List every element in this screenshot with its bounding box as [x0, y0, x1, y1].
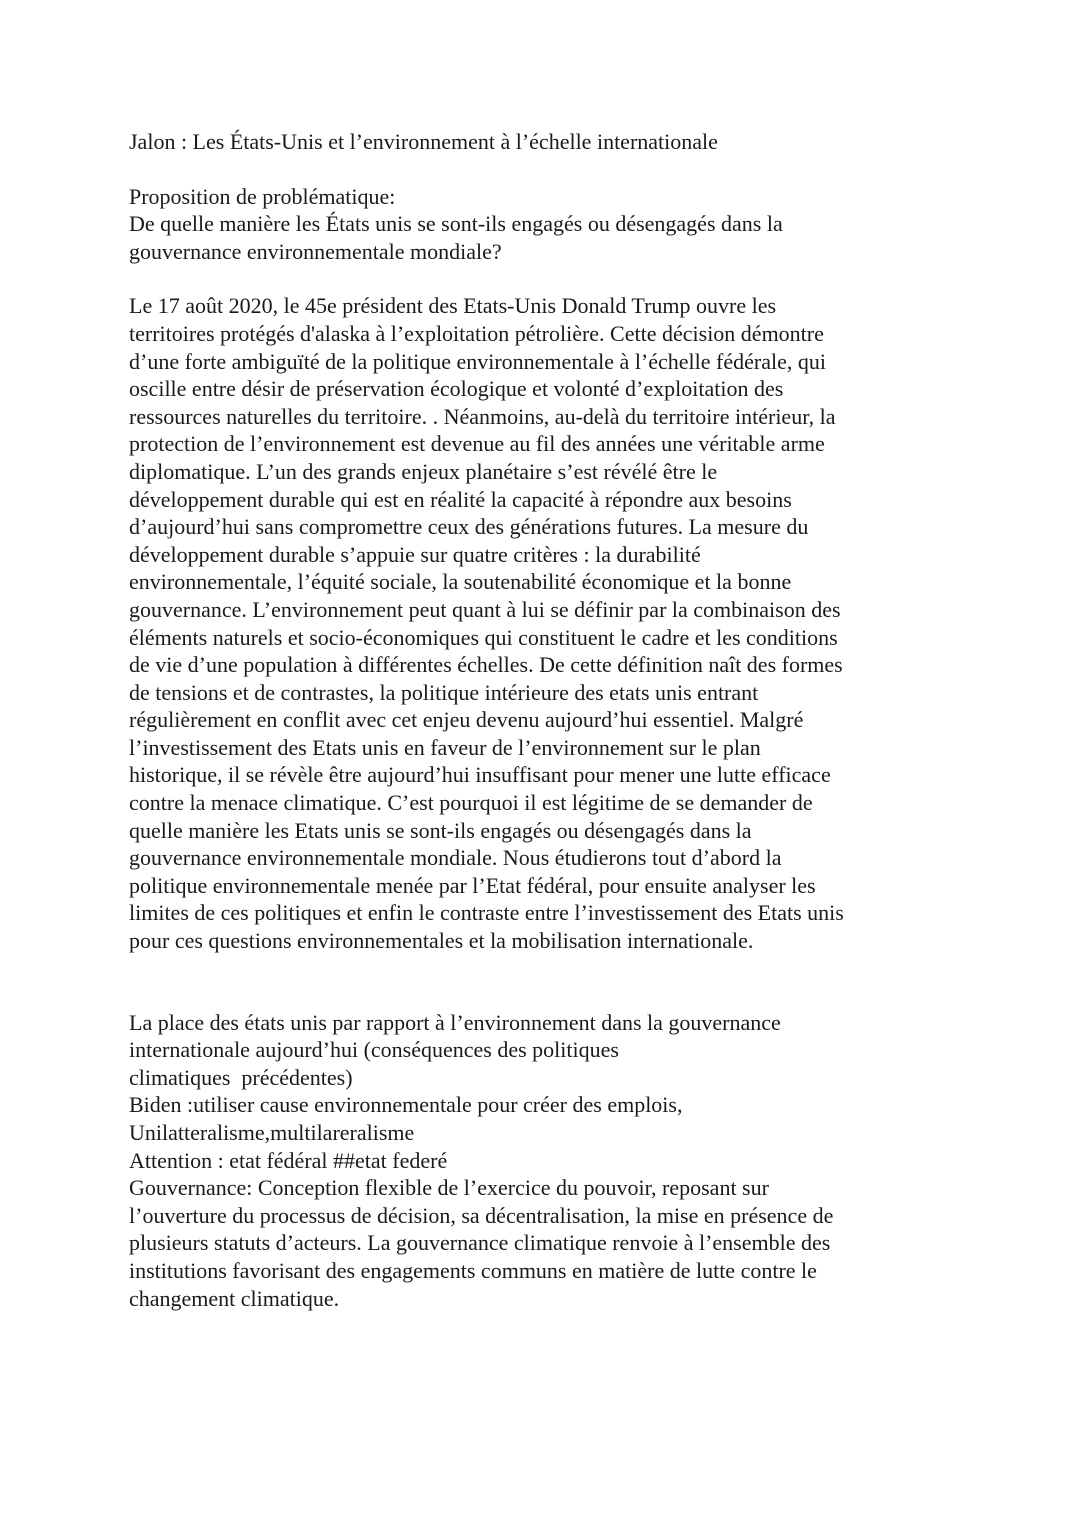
introduction-line: pour ces questions environnementales et la mobilisation internationale. — [129, 928, 754, 954]
introduction-line: d’aujourd’hui sans compromettre ceux des générations futures. La mesure du — [129, 514, 809, 540]
problematique-section — [129, 183, 969, 266]
introduction-line: gouvernance environnementale mondiale. Nous étudierons tout d’abord la — [129, 845, 782, 871]
introduction-paragraph — [129, 292, 969, 954]
problematique-line: gouvernance environnementale mondiale? — [129, 238, 502, 264]
introduction-line: quelle manière les Etats unis se sont-ils engagés ou désengagés dans la — [129, 817, 752, 843]
introduction-line: d’une forte ambiguïté de la politique environnementale à l’échelle fédérale, qui — [129, 348, 826, 374]
notes-line: Biden :utiliser cause environnementale pour créer des emplois, — [129, 1092, 683, 1118]
introduction-line: politique environnementale menée par l’Etat fédéral, pour ensuite analyser les — [129, 872, 816, 898]
notes-line: l’ouverture du processus de décision, sa décentralisation, la mise en présence de — [129, 1202, 834, 1228]
introduction-line: contre la menace climatique. C’est pourquoi il est légitime de se demander de — [129, 790, 813, 816]
introduction-line: éléments naturels et socio-économiques qui constituent le cadre et les conditions — [129, 624, 838, 650]
problematique-line: De quelle manière les États unis se sont-ils engagés ou désengagés dans la — [129, 211, 783, 237]
spacer — [129, 156, 969, 183]
notes-line: changement climatique. — [129, 1285, 340, 1311]
introduction-line: historique, il se révèle être aujourd’hui insuffisant pour mener une lutte efficace — [129, 762, 831, 788]
introduction-line: environnementale, l’équité sociale, la soutenabilité économique et la bonne — [129, 569, 792, 595]
notes-line: Unilatteralisme,multilareralisme — [129, 1120, 415, 1145]
notes-line: institutions favorisant des engagements communs en matière de lutte contre le — [129, 1257, 817, 1283]
introduction-line: de vie d’une population à différentes échelles. De cette définition naît des formes — [129, 652, 843, 678]
introduction-line: régulièrement en conflit avec cet enjeu devenu aujourd’hui essentiel. Malgré — [129, 707, 804, 733]
notes-line: Gouvernance: Conception flexible de l’exercice du pouvoir, reposant sur — [129, 1175, 769, 1201]
introduction-line: gouvernance. L’environnement peut quant à lui se définir par la combinaison des — [129, 596, 841, 622]
introduction-line: oscille entre désir de préservation écologique et volonté d’exploitation des — [129, 376, 784, 402]
document-page — [129, 128, 969, 1312]
introduction-line: développement durable s’appuie sur quatre critères : la durabilité — [129, 541, 701, 567]
notes-line: internationale aujourd’hui (conséquences des politiques — [129, 1037, 619, 1063]
introduction-line: Le 17 août 2020, le 45e président des Etats-Unis Donald Trump ouvre les — [129, 293, 777, 319]
notes-line: Attention : etat fédéral ##etat federé — [129, 1147, 448, 1173]
notes-line: climatiques précédentes) — [129, 1064, 353, 1090]
introduction-line: limites de ces politiques et enfin le contraste entre l’investissement des Etats unis — [129, 900, 844, 926]
notes-line: La place des états unis par rapport à l’environnement dans la gouvernance — [129, 1009, 781, 1035]
introduction-line: de tensions et de contrastes, la politique intérieure des etats unis entrant — [129, 679, 759, 705]
notes-line: plusieurs statuts d’acteurs. La gouvernance climatique renvoie à l’ensemble des — [129, 1230, 831, 1256]
jalon-title: Jalon : Les États-Unis et l’environnement à l’échelle internationale — [129, 129, 718, 154]
introduction-line: développement durable qui est en réalité la capacité à répondre aux besoins — [129, 486, 792, 512]
spacer — [129, 955, 969, 1009]
introduction-line: ressources naturelles du territoire. . Néanmoins, au-delà du territoire intérieur, la — [129, 403, 836, 429]
introduction-line: territoires protégés d'alaska à l’exploitation pétrolière. Cette décision démontre — [129, 320, 824, 346]
introduction-line: l’investissement des Etats unis en faveur de l’environnement sur le plan — [129, 734, 761, 760]
introduction-line: diplomatique. L’un des grands enjeux planétaire s’est révélé être le — [129, 458, 718, 484]
introduction-line: protection de l’environnement est devenue au fil des années une véritable arme — [129, 431, 825, 457]
problematique-heading: Proposition de problématique: — [129, 183, 396, 209]
spacer — [129, 265, 969, 292]
notes-section — [129, 1009, 969, 1313]
